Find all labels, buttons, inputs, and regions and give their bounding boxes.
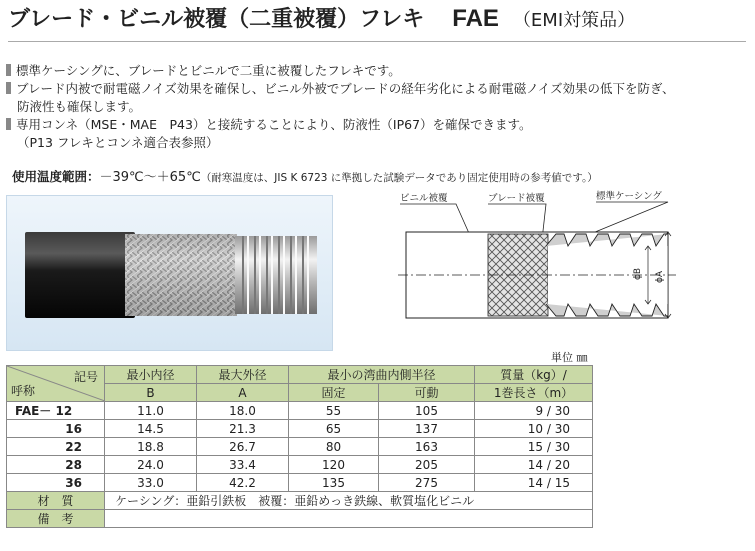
temperature-label: 使用温度範囲： — [12, 169, 100, 184]
table-row: 16 14.5 21.3 65 137 10 / 30 — [7, 420, 593, 438]
temperature-value: －39℃～＋65℃ — [99, 170, 201, 185]
title-main: ブレード・ビニル被覆（二重被覆）フレキ — [8, 7, 425, 32]
feature-item-continued: （P13 フレキとコンネ適合表参照） — [17, 135, 219, 150]
bullet-square-icon — [6, 118, 11, 130]
structure-drawing — [396, 188, 678, 328]
title-sub: （EMI対策品） — [512, 10, 636, 31]
dim-b-label: ϕB — [633, 267, 643, 280]
header-min-id: 最小内径 — [105, 366, 197, 384]
temperature-note: （耐寒温度は、JIS K 6723 に準拠した試験データであり固定使用時の参考値です。） — [200, 172, 598, 184]
table-row: 28 24.0 33.4 120 205 14 / 20 — [7, 456, 593, 474]
remarks-row — [7, 510, 593, 528]
header-mass-length: 1巻長さ（m） — [475, 384, 593, 402]
page-title — [8, 2, 635, 36]
spec-table — [6, 365, 593, 528]
header-code-name — [7, 366, 105, 402]
material-label: 材 質 — [7, 492, 105, 510]
label-vinyl: ビニル被覆 — [400, 193, 448, 204]
header-fixed: 固定 — [289, 384, 379, 402]
dim-a-label: ϕA — [655, 270, 665, 283]
table-row: 36 33.0 42.2 135 275 14 / 15 — [7, 474, 593, 492]
steel-casing — [235, 236, 317, 314]
feature-item: ブレード内被で耐電磁ノイズ効果を確保し、ビニル外被でブレードの経年劣化による耐電磁ノイズ効果の低下を防ぎ、 — [6, 80, 746, 98]
header-name: 呼称 — [11, 384, 36, 398]
feature-item-continued: 防液性も確保します。 — [17, 99, 142, 114]
title-divider — [8, 41, 746, 42]
temperature-range — [12, 166, 598, 185]
table-header-row — [7, 366, 593, 384]
label-casing: 標準ケーシング — [596, 191, 662, 202]
conduit-image — [7, 196, 333, 351]
header-mass: 質量（kg）/ — [475, 366, 593, 384]
header-movable: 可動 — [379, 384, 475, 402]
material-row — [7, 492, 593, 510]
vinyl-sheath — [25, 232, 135, 318]
remarks-label: 備 考 — [7, 510, 105, 528]
header-code: 記号 — [73, 370, 98, 384]
feature-list — [6, 62, 746, 152]
bullet-square-icon — [6, 82, 11, 94]
table-row: FAE－ 12 11.0 18.0 55 105 9 / 30 — [7, 402, 593, 420]
header-bend-radius: 最小の湾曲内側半径 — [289, 366, 475, 384]
label-braid: ブレード被覆 — [488, 193, 545, 204]
header-max-od: 最大外径 — [197, 366, 289, 384]
table-row: 22 18.8 26.7 80 163 15 / 30 — [7, 438, 593, 456]
feature-item: 専用コンネ（MSE・MAE P43）と接続することにより、防液性（IP67）を確保できます。 — [6, 116, 746, 134]
header-min-id-symbol: B — [105, 384, 197, 402]
cross-section-diagram — [396, 188, 678, 328]
material-value: ケーシング：亜鉛引鉄板 被覆：亜鉛めっき鉄線、軟質塩化ビニル — [105, 492, 593, 510]
bullet-square-icon — [6, 64, 11, 76]
title-model: FAE — [452, 5, 499, 32]
remarks-value — [105, 510, 593, 528]
feature-item: 標準ケーシングに、ブレードとビニルで二重に被覆したフレキです。 — [6, 62, 746, 80]
header-max-od-symbol: A — [197, 384, 289, 402]
unit-label: 単位 ㎜ — [551, 351, 588, 364]
product-photo — [6, 195, 333, 351]
